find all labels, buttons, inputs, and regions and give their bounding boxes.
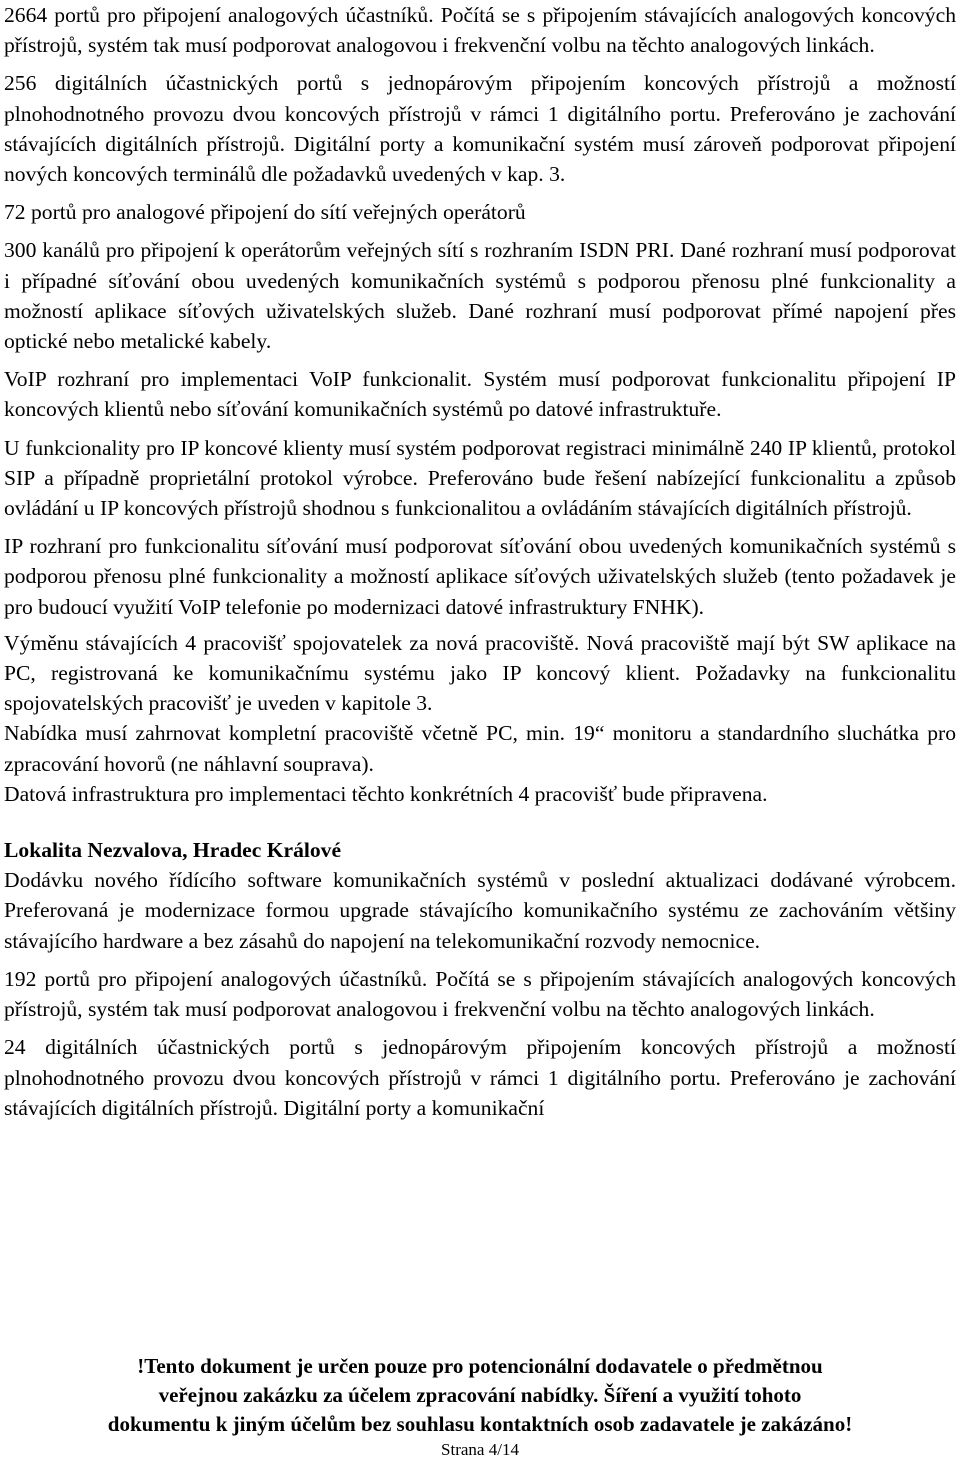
paragraph-digital-ports: 256 digitálních účastnických portů s jednopárovým připojením koncových přístrojů a možností plnohodnotného provozu dvou koncových přístrojů v rámci 1 digitálního portu. Preferováno je zachování stávajících digitálních přístrojů. Digitální porty a komunikační systém musí zároveň podporovat připojení nových koncových terminálů dle požadavků uvedených v kap. 3. xyxy=(4,71,956,187)
paragraph-ip-clients: U funkcionality pro IP koncové klienty musí systém podporovat registraci minimálně 240 IP klientů, protokol SIP a případně proprietální protokol výrobce. Preferováno bude řešení nabízející funkcionalitu a způsob ovládání u IP koncových přístrojů shodnou s funkcionalitou a ovládáním stávajících digitálních přístrojů. xyxy=(4,435,956,521)
paragraph-workstation-offer: Nabídka musí zahrnovat kompletní pracoviště včetně PC, min. 19“ monitoru a standardního sluchátka pro zpracování hovorů (ne náhlavní souprava). xyxy=(4,721,956,776)
paragraph-operator-analog: 72 portů pro analogové připojení do sítí veřejných operátorů xyxy=(4,200,526,225)
paragraph-ip-networking: IP rozhraní pro funkcionalitu síťování musí podporovat síťování obou uvedených komunikačních systémů s podporou přenosu plné funkcionality a možností aplikace síťových uživatelských služeb (tento požadavek je pro budoucí využití VoIP telefonie po modernizaci datové infrastruktury FNHK). xyxy=(4,534,956,619)
document-body xyxy=(4,0,956,1123)
notice-line-1: !Tento dokument je určen pouze pro potencionální dodavatele o předmětnou xyxy=(137,1354,823,1378)
paragraph-isdn-pri: 300 kanálů pro připojení k operátorům veřejných sítí s rozhraním ISDN PRI. Dané rozhraní musí podporovat i případné síťování obou uvedených komunikačních systémů s podporou přenosu plné funkcionality a možností aplikace síťových uživatelských služeb. Dané rozhraní musí podporovat přímé napojení přes optické nebo metalické kabely. xyxy=(4,238,956,354)
section-heading: Lokalita Nezvalova, Hradec Králové xyxy=(4,838,342,863)
notice-line-2: veřejnou zakázku za účelem zpracování nabídky. Šíření a využití tohoto xyxy=(158,1383,802,1407)
paragraph-voip-interface: VoIP rozhraní pro implementaci VoIP funkcionalit. Systém musí podporovat funkcionalitu připojení IP koncových klientů nebo síťování komunikačních systémů po datové infrastruktuře. xyxy=(4,367,956,422)
paragraph-analog-ports-2: 192 portů pro připojení analogových účastníků. Počítá se s připojením stávajících analogových koncových přístrojů, systém tak musí podporovat analogovou i frekvenční volbu na těchto analogových linkách. xyxy=(4,966,956,1022)
paragraph-software-upgrade: Dodávku nového řídícího software komunikačních systémů v poslední aktualizaci dodávané výrobcem. Preferovaná je modernizace formou upgrade stávajícího komunikačního systému ze zachováním většiny stávajícího hardware a bez zásahů do napojení na telekomunikační rozvody nemocnice. xyxy=(4,868,956,953)
paragraph-data-infrastructure: Datová infrastruktura pro implementaci těchto konkrétních 4 pracovišť bude připravena. xyxy=(4,781,768,806)
paragraph-digital-ports-2: 24 digitálních účastnických portů s jednopárovým připojením koncových přístrojů a možností plnohodnotného provozu dvou koncových přístrojů v rámci 1 digitálního portu. Preferováno je zachování stávajících digitálních přístrojů. Digitální porty a komunikační xyxy=(4,1035,956,1120)
notice-line-3: dokumentu k jiným účelům bez souhlasu kontaktních osob zadavatele je zakázáno! xyxy=(107,1412,853,1436)
confidentiality-notice xyxy=(0,1352,960,1439)
paragraph-operator-workstations: Výměnu stávajících 4 pracovišť spojovatelek za nová pracoviště. Nová pracoviště mají být SW aplikace na PC, registrovaná ke komunikačnímu systému jako IP koncový klient. Požadavky na funkcionalitu spojovatelských pracovišť je uveden v kapitole 3. xyxy=(4,630,956,716)
page-number: Strana 4/14 xyxy=(441,1440,519,1459)
paragraph-analog-ports: 2664 portů pro připojení analogových účastníků. Počítá se s připojením stávajících analogových koncových přístrojů, systém tak musí podporovat analogovou i frekvenční volbu na těchto analogových linkách. xyxy=(4,3,956,58)
